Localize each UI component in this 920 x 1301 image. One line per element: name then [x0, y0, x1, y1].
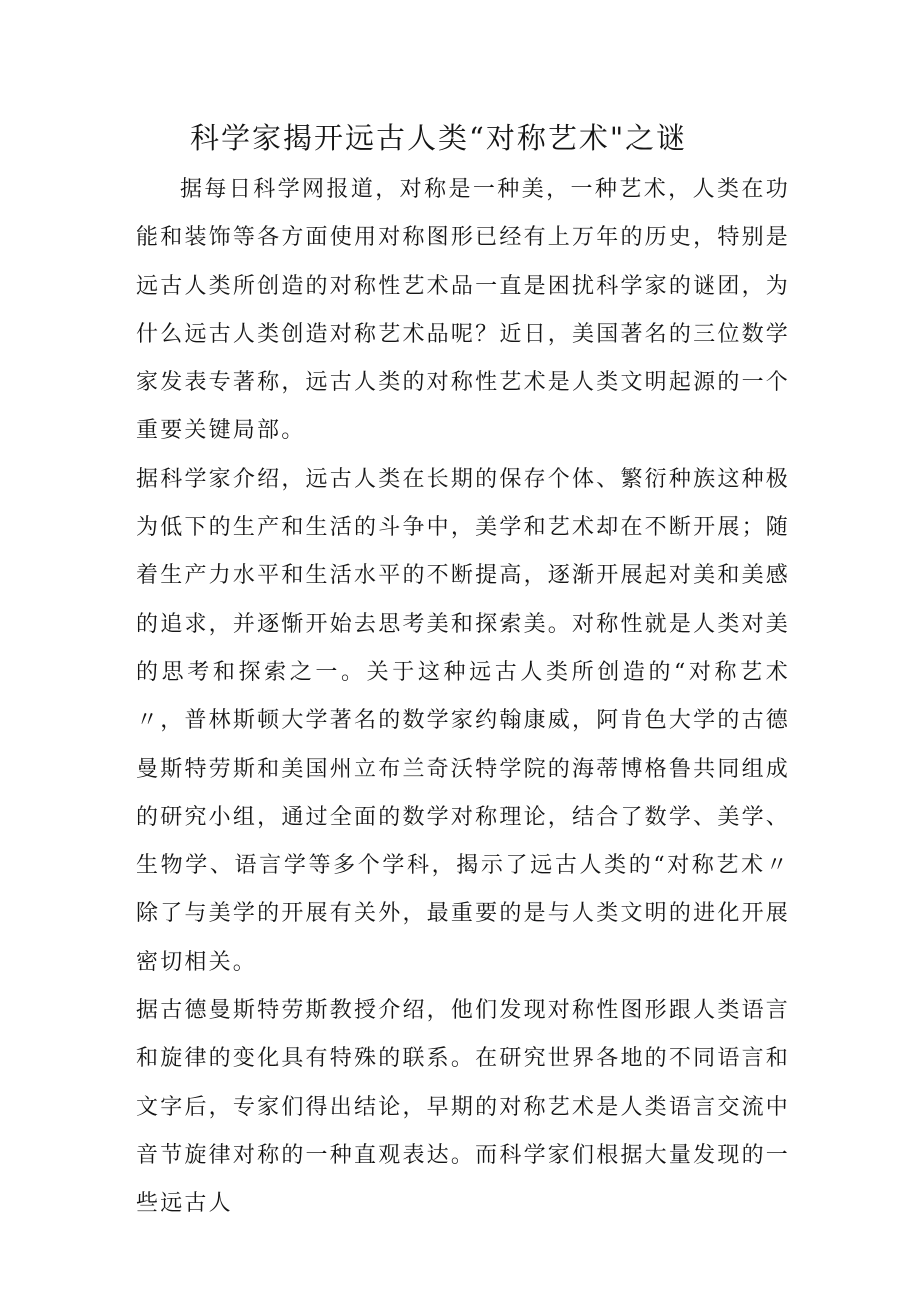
paragraph-1: 据每日科学网报道，对称是一种美，一种艺术，人类在功能和装饰等各方面使用对称图形已经有上万年的历史，特别是远古人类所创造的对称性艺术品一直是困扰科学家的谜团，为什么远古人类创造对称艺术品呢？近日，美国著名的三位数学家发表专著称，远古人类的对称性艺术是人类文明起源的一个重要关键局部。	[136, 177, 790, 444]
document-title: 科学家揭开远古人类“对称艺术"之谜	[190, 121, 688, 155]
paragraph-2: 据科学家介绍，远古人类在长期的保存个体、繁衍种族这种极为低下的生产和生活的斗争中，美学和艺术却在不断开展；随着生产力水平和生活水平的不断提高，逐渐开展起对美和美感的追求，并逐惭开始去思考美和探索美。对称性就是人类对美的思考和探索之一。关于这种远古人类所创造的“对称艺术〃，普林斯顿大学著名的数学家约翰康威，阿肯色大学的古德曼斯特劳斯和美国州立布兰奇沃特学院的海蒂博格鲁共同组成的研究小组，通过全面的数学对称理论，结合了数学、美学、生物学、语言学等多个学科，揭示了远古人类的“对称艺术〃除了与美学的开展有关外，最重要的是与人类文明的进化开展密切相关。	[136, 466, 790, 975]
paragraph-3: 据古德曼斯特劳斯教授介绍，他们发现对称性图形跟人类语言和旋律的变化具有特殊的联系。在研究世界各地的不同语言和文字后，专家们得出结论，早期的对称艺术是人类语言交流中音节旋律对称的一种直观表达。而科学家们根据大量发现的一些远古人	[136, 998, 790, 1217]
article-body	[136, 166, 790, 1229]
